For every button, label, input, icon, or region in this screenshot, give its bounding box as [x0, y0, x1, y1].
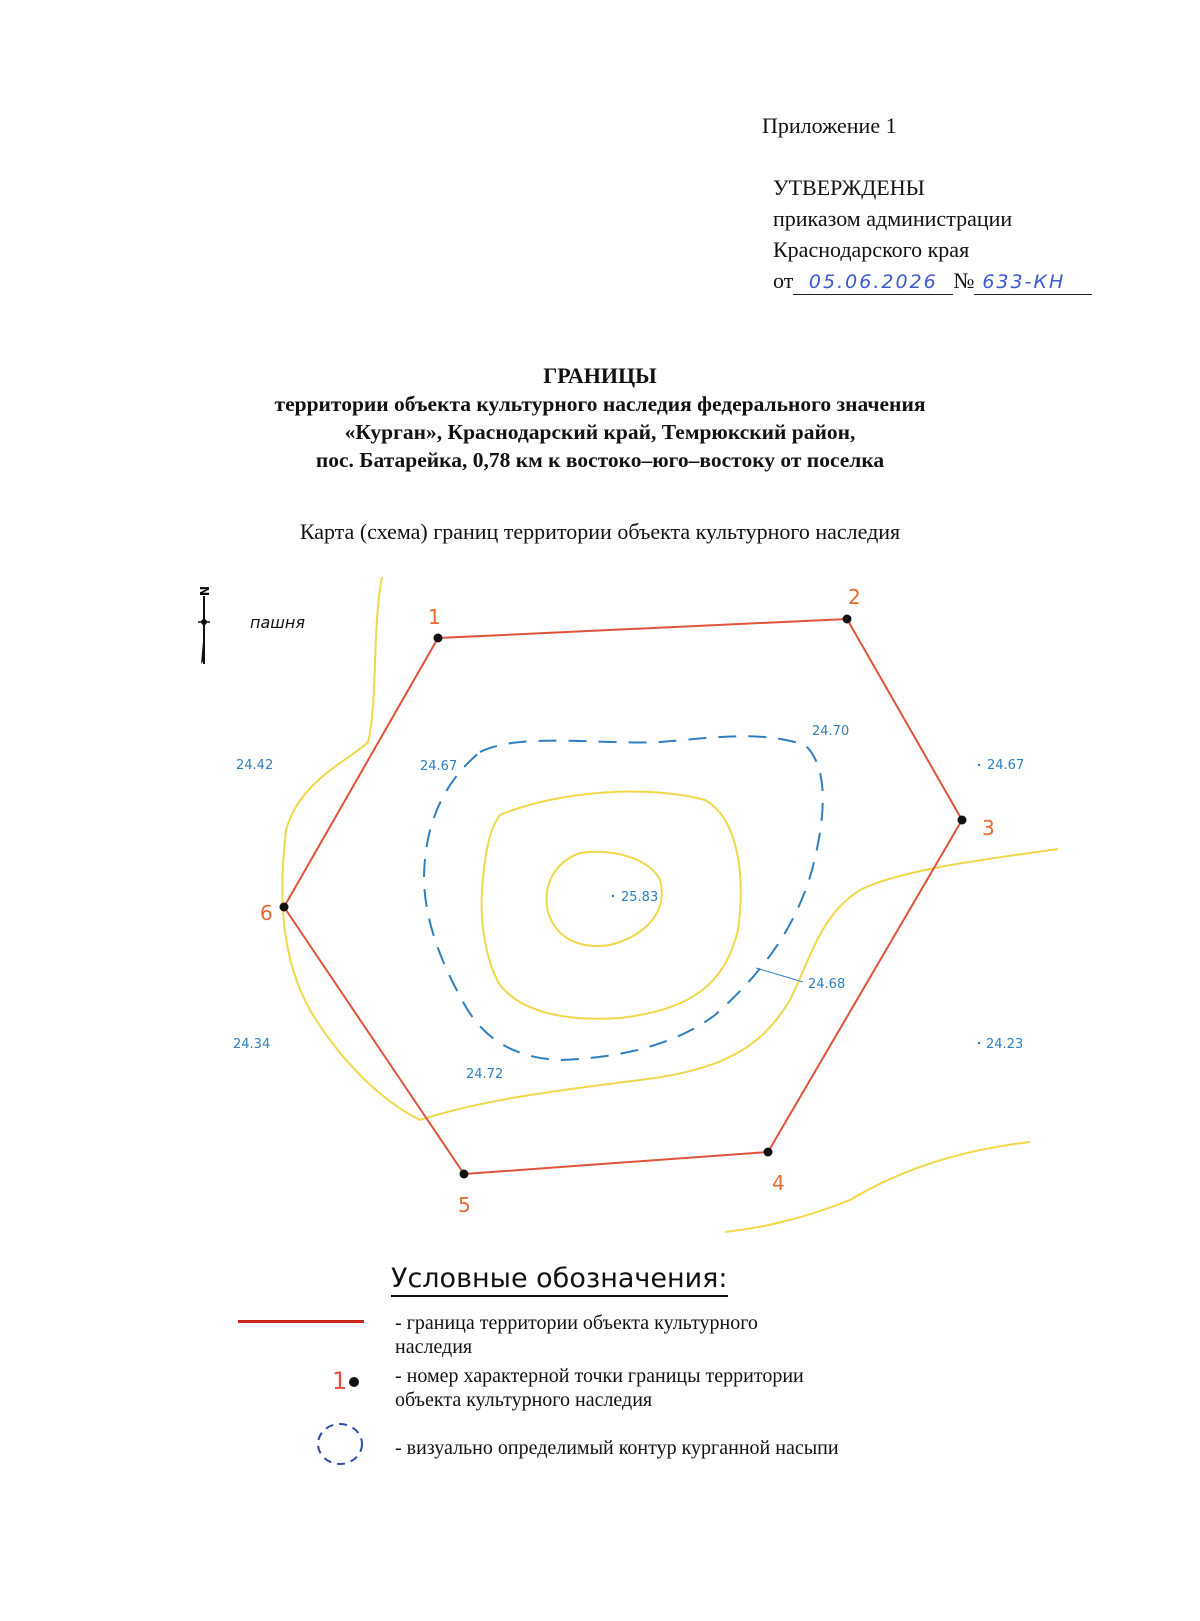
number-handwritten: 633-КН — [982, 271, 1066, 293]
legend-item-line: наследия — [395, 1336, 473, 1358]
legend-mound-icon — [312, 1420, 368, 1468]
boundary-point-label: 4 — [772, 1171, 785, 1195]
elevation-label: 24.67 — [987, 758, 1025, 773]
map-subtitle: Карта (схема) границ территории объекта культурного наследия — [299, 519, 901, 544]
legend-item-mound — [395, 1436, 839, 1460]
boundary-point-marker — [460, 1170, 469, 1179]
boundary-map — [0, 560, 1200, 1240]
legend-item-line: - номер характерной точки границы территории — [395, 1365, 804, 1387]
date-field — [793, 269, 953, 295]
elevation-point — [978, 764, 980, 766]
approved-by-line2: Краснодарского края — [773, 237, 970, 262]
legend-item-point — [395, 1364, 804, 1412]
boundary-point-label: 3 — [982, 816, 995, 840]
title-line1: ГРАНИЦЫ — [543, 363, 657, 388]
elevation-label: 24.72 — [466, 1067, 504, 1082]
date-prefix: от — [773, 268, 794, 293]
elevation-label: 24.68 — [808, 977, 846, 992]
date-number-line — [773, 265, 1092, 296]
legend-point-number: 1 — [332, 1367, 348, 1395]
approved-by-line1: приказом администрации — [773, 206, 1013, 231]
boundary-point-label: 2 — [848, 585, 861, 609]
north-label: N — [197, 586, 211, 597]
elevation-leader — [756, 968, 803, 982]
elevation-label: 24.67 — [420, 759, 458, 774]
number-field — [974, 269, 1092, 295]
contour-line — [282, 577, 420, 1120]
boundary-point-marker — [843, 615, 852, 624]
title-line4: пос. Батарейка, 0,78 км к востоко–юго–востоку от поселка — [315, 448, 885, 472]
boundary-point-marker — [280, 903, 289, 912]
contour-line — [482, 792, 741, 1019]
boundary-point-marker — [958, 816, 967, 825]
date-handwritten: 05.06.2026 — [808, 271, 938, 293]
approval-block — [773, 172, 1092, 296]
title-line3: «Курган», Краснодарский край, Темрюкский район, — [344, 420, 856, 444]
appendix-label: Приложение 1 — [762, 113, 897, 138]
boundary-point-label: 6 — [260, 901, 273, 925]
boundary-point-label: 5 — [458, 1193, 471, 1217]
contour-lines — [282, 577, 1058, 1232]
number-prefix: № — [953, 268, 975, 293]
legend-boundary-swatch — [238, 1320, 364, 1323]
legend-item-line: - визуально определимый контур курганной насыпи — [395, 1437, 839, 1459]
contour-line — [420, 849, 1058, 1120]
elevation-label: 24.70 — [812, 724, 850, 739]
land-label: пашня — [250, 613, 305, 632]
elevation-label: 24.34 — [233, 1037, 271, 1052]
elevation-point — [978, 1042, 980, 1044]
legend-item-line: - граница территории объекта культурного — [395, 1312, 758, 1334]
elevation-marks — [233, 724, 1024, 1082]
document-title — [0, 362, 1200, 474]
legend-item-line: объекта культурного наследия — [395, 1389, 653, 1411]
legend-title: Условные обозначения: — [391, 1262, 728, 1297]
elevation-label: 25.83 — [621, 890, 659, 905]
legend-item-boundary — [395, 1311, 758, 1359]
boundary-point-label: 1 — [428, 605, 441, 629]
elevation-label: 24.42 — [236, 758, 274, 773]
elevation-point — [612, 895, 614, 897]
boundary-point-marker — [764, 1148, 773, 1157]
title-line2: территории объекта культурного наследия федерального значения — [274, 392, 926, 416]
elevation-label: 24.23 — [986, 1037, 1024, 1052]
legend-point-dot — [349, 1377, 359, 1387]
approved-heading: УТВЕРЖДЕНЫ — [773, 175, 925, 200]
north-arrow-icon — [197, 586, 211, 664]
boundary-point-marker — [434, 634, 443, 643]
